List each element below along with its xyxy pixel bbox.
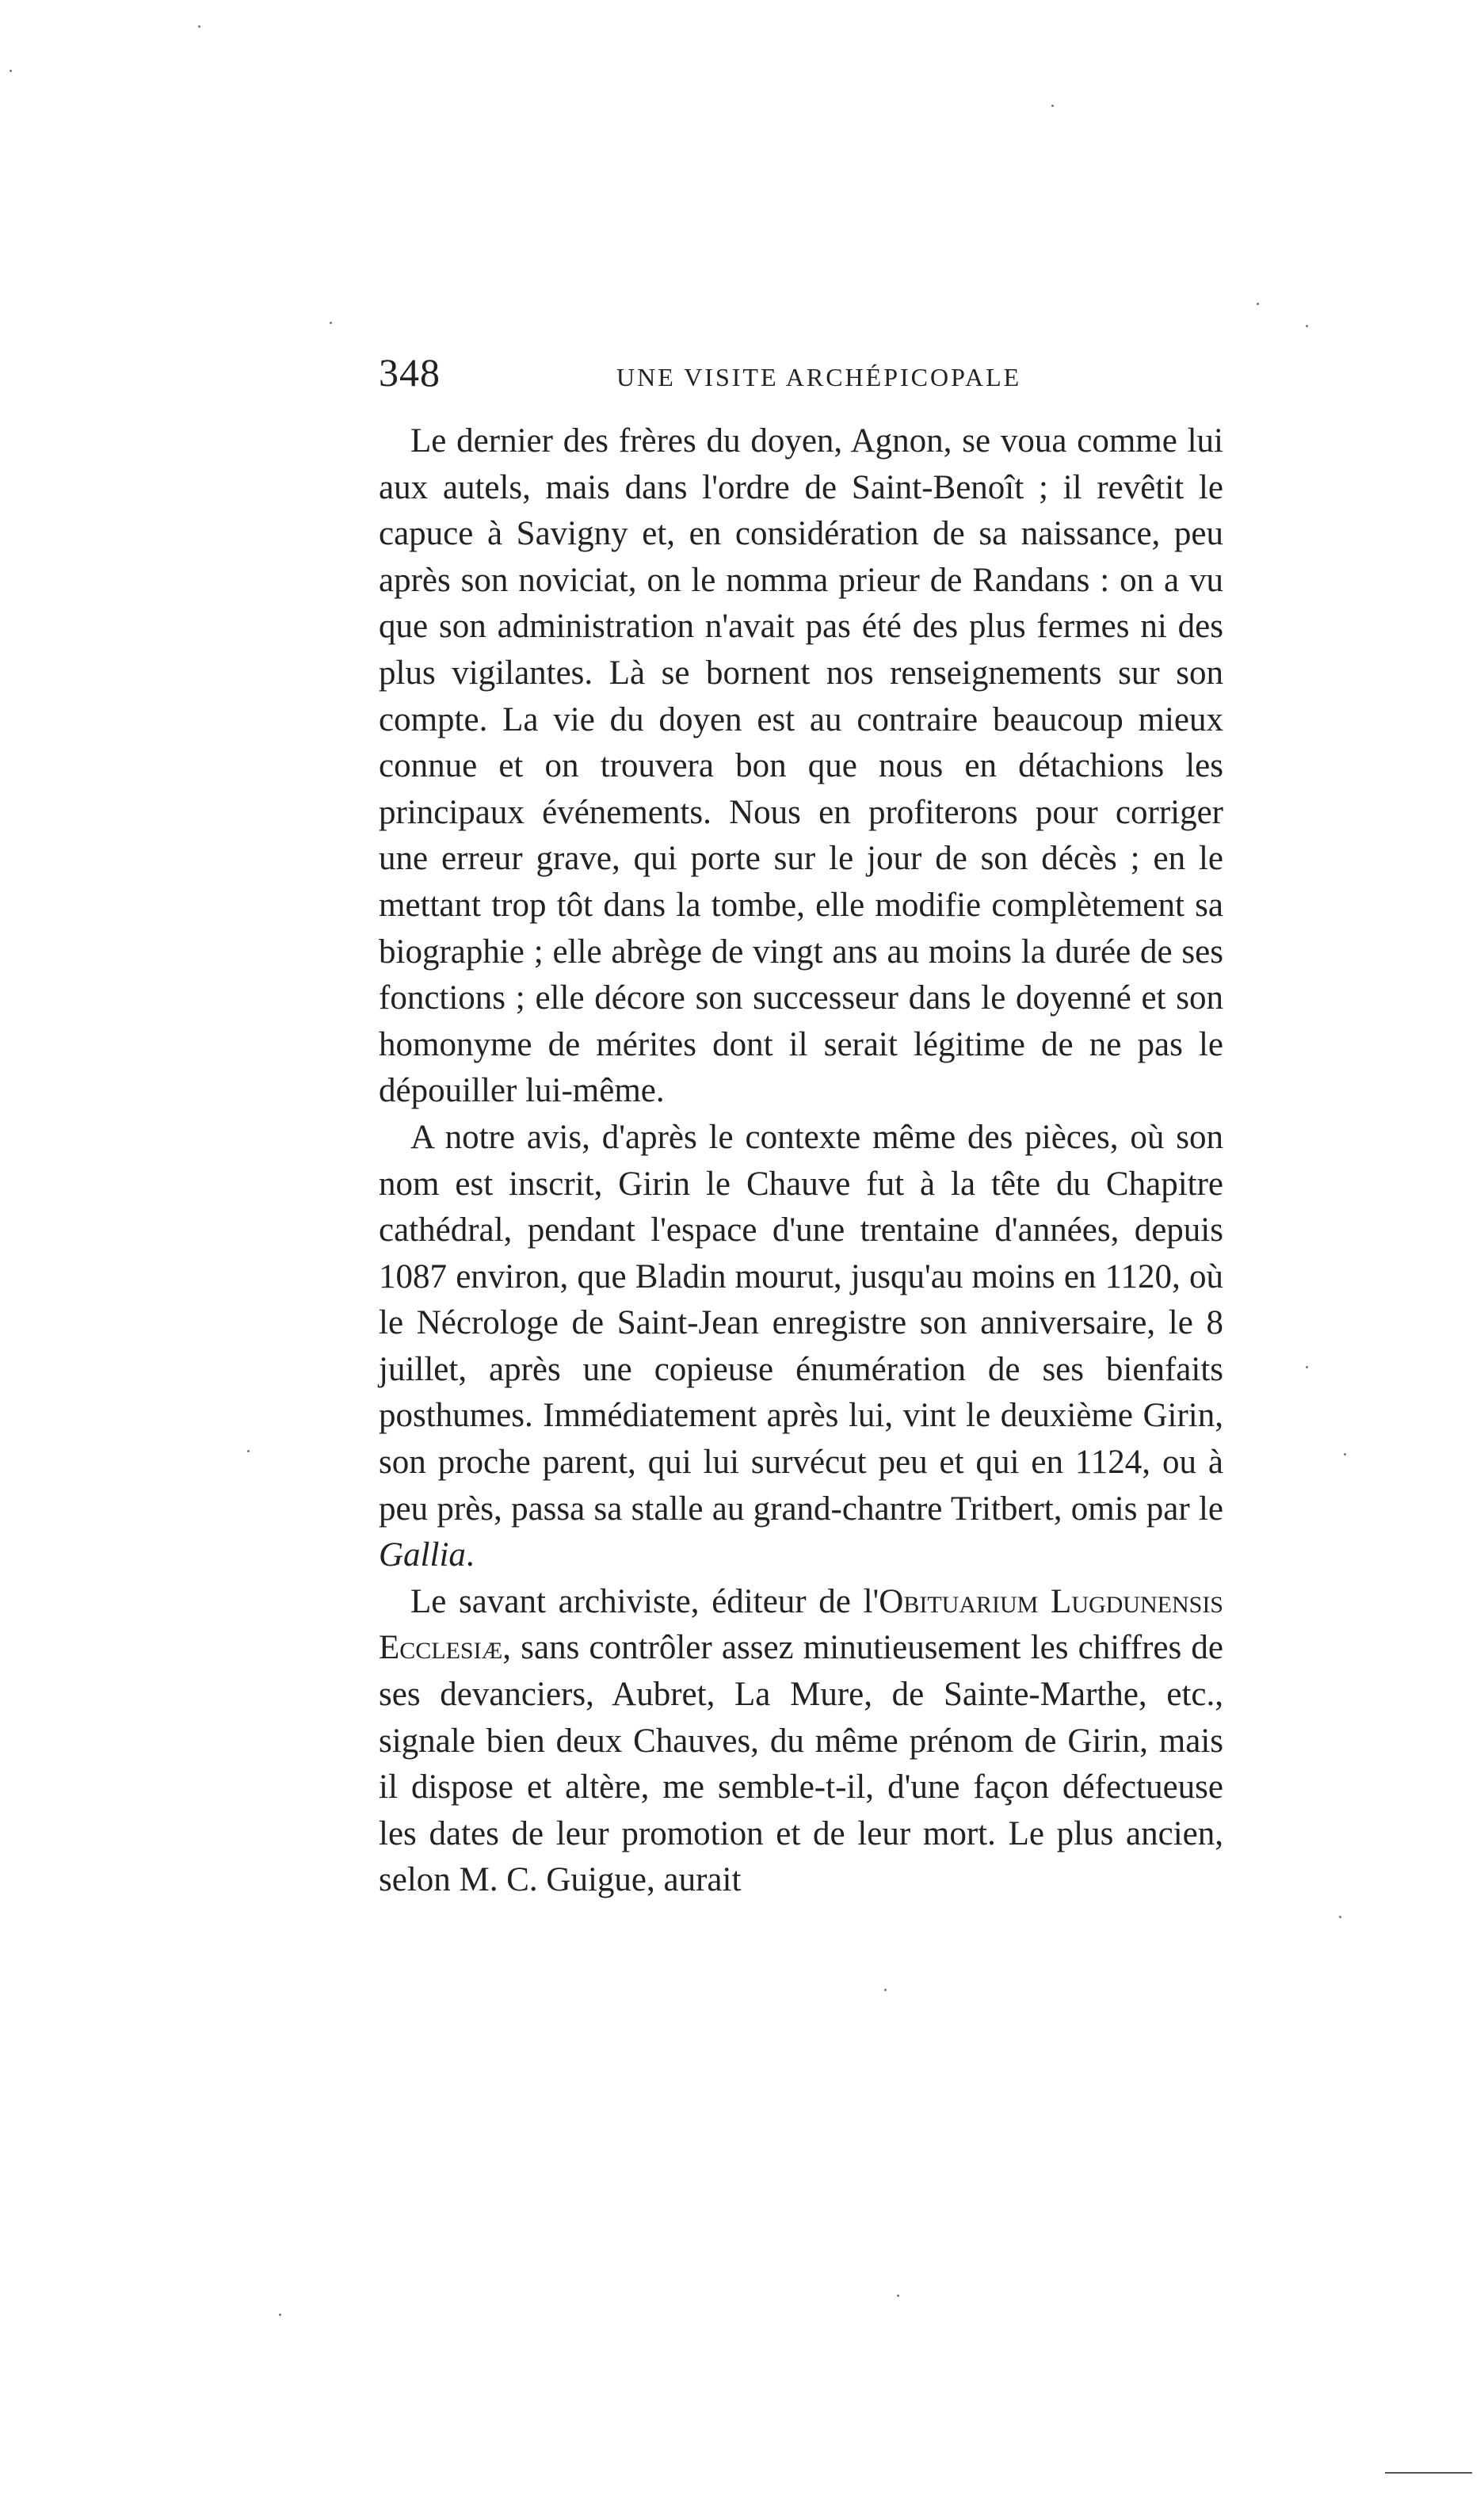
scan-speck [1306,1366,1308,1368]
paragraph-3 [379,1579,1223,1904]
paragraph-2 [379,1115,1223,1579]
paragraph-1-text: Le dernier des frères du doyen, Agnon, se voua comme lui aux autels, mais dans l'ordre de Saint-Benoît ; il revêtit le capuce à Savigny et, en considération de sa naissance, peu après son noviciat, on le nomma prieur de Randans : on a vu que son administration n'avait pas été des plus fermes ni des plus vigilantes. Là se bornent nos renseignements sur son compte. La vie du doyen est au contraire beaucoup mieux connue et on trouvera bon que nous en détachions les principaux événements. Nous en profiterons pour corriger une erreur grave, qui porte sur le jour de son décès ; en le mettant trop tôt dans la tombe, elle modifie complètement sa biographie ; elle abrège de vingt ans au moins la durée de ses fonctions ; elle décore son successeur dans le doyenné et son homonyme de mérites dont il serait légitime de ne pas le dépouiller lui-même. [379,422,1223,1110]
page-content [379,349,1223,1904]
scan-speck [247,1450,250,1452]
scan-speck [330,322,332,324]
scan-speck [1051,105,1054,107]
scan-speck [897,2295,899,2297]
paragraph-2-text: A notre avis, d'après le contexte même des pièces, où son nom est inscrit, Girin le Chauve fut à la tête du Chapitre cathédral, pendant l'espace d'une trentaine d'années, depuis 1087 environ, que Bladin mourut, jusqu'au moins en 1120, où le Nécrologe de Saint-Jean enregistre son anniversaire, le 8 juillet, après une copieuse énumération de ses bienfaits posthumes. Immédiatement après lui, vint le deuxième Girin, son proche parent, qui lui survécut peu et qui en 1124, ou à peu près, passa sa stalle au grand-chantre Tritbert, omis par le [379,1118,1223,1528]
page-number: 348 [379,350,441,395]
scan-speck [1339,1916,1341,1918]
scan-speck [198,25,200,28]
scan-speck [279,2314,281,2316]
bottom-edge-mark [1385,2472,1472,2474]
running-title: UNE VISITE ARCHÉPICOPALE [616,363,1022,391]
obituarium-title: Obituarium Lugdunensis Ecclesiæ [379,1582,1223,1667]
page-header [379,349,1223,418]
gallia-italic: Gallia [379,1536,466,1574]
scan-speck [884,1989,887,1991]
body-text [379,418,1223,1904]
paragraph-3-text: Le savant archiviste, éditeur de l' [410,1582,879,1620]
paragraph-1 [379,418,1223,1115]
paragraph-2-end: . [465,1536,475,1574]
paragraph-3-rest: , sans contrôler assez minutieusement les chiffres de ses devanciers, Aubret, La Mure, de Sainte-Marthe, etc., signale bien deux Chauves, du même prénom de Girin, mais il dispose et altère, me semble-t-il, d'une façon défectueuse les dates de leur promotion et de leur mort. Le plus ancien, selon M. C. Guigue, aurait [379,1629,1223,1899]
scan-speck [10,70,12,72]
scan-speck [1344,1453,1346,1455]
scan-speck [1257,303,1259,305]
scan-speck [1306,325,1308,327]
